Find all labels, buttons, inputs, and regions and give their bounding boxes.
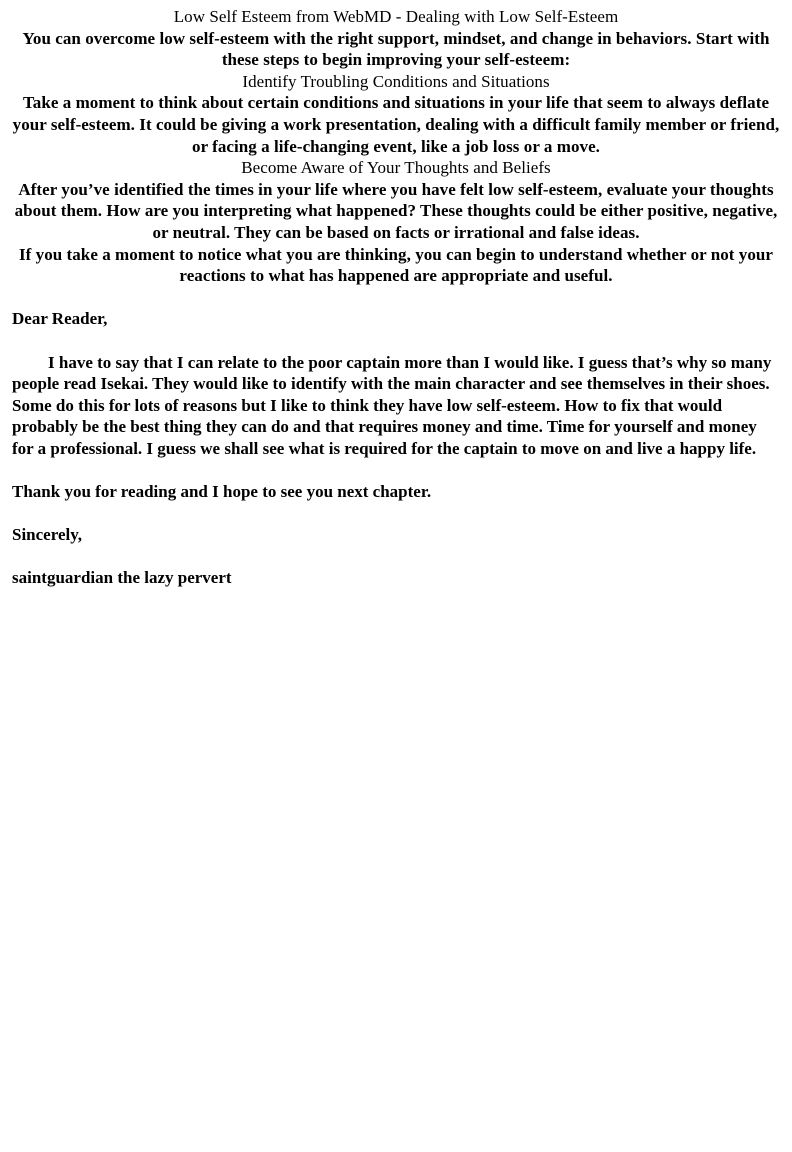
letter-thanks: Thank you for reading and I hope to see you next chapter. xyxy=(12,482,432,502)
webmd-excerpt xyxy=(12,6,780,287)
document-page xyxy=(0,6,792,611)
excerpt-title: Low Self Esteem from WebMD - Dealing with Low Self-Esteem xyxy=(173,7,619,26)
section2-text-1: After you’ve identified the times in your life where you have felt low self-esteem, evaluate your thoughts about them. How are you interpreting what happened? These thoughts could be either positive, negative, or neutral. They can be based on facts or irrational and false ideas. xyxy=(14,179,778,242)
letter-salutation: Dear Reader, xyxy=(12,309,108,329)
section1-heading: Identify Troubling Conditions and Situations xyxy=(242,71,550,91)
section2-text-2: If you take a moment to notice what you are thinking, you can begin to understand whether or not your reactions to what has happened are appropriate and useful. xyxy=(18,244,774,286)
section1-text: Take a moment to think about certain conditions and situations in your life that seem to always deflate your self-esteem. It could be giving a work presentation, dealing with a difficult family member or friend, or facing a life-changing event, like a job loss or a move. xyxy=(12,93,780,156)
author-letter xyxy=(12,308,780,589)
letter-closing: Sincerely, xyxy=(12,525,83,545)
letter-signature: saintguardian the lazy pervert xyxy=(12,568,232,588)
section2-heading: Become Aware of Your Thoughts and Beliefs xyxy=(241,158,551,178)
letter-body: I have to say that I can relate to the poor captain more than I would like. I guess that’s why so many people read Isekai. They would like to identify with the main character and see themselves in their shoes. Some do this for lots of reasons but I like to think they have low self-esteem. How to fix that would probably be the best thing they can do and that requires money and time. Time for yourself and money for a professional. I guess we shall see what is required for the captain to move on and live a happy life. xyxy=(12,352,772,458)
excerpt-intro: You can overcome low self-esteem with the right support, mindset, and change in behaviors. Start with these steps to begin improving your self-esteem: xyxy=(22,28,770,70)
